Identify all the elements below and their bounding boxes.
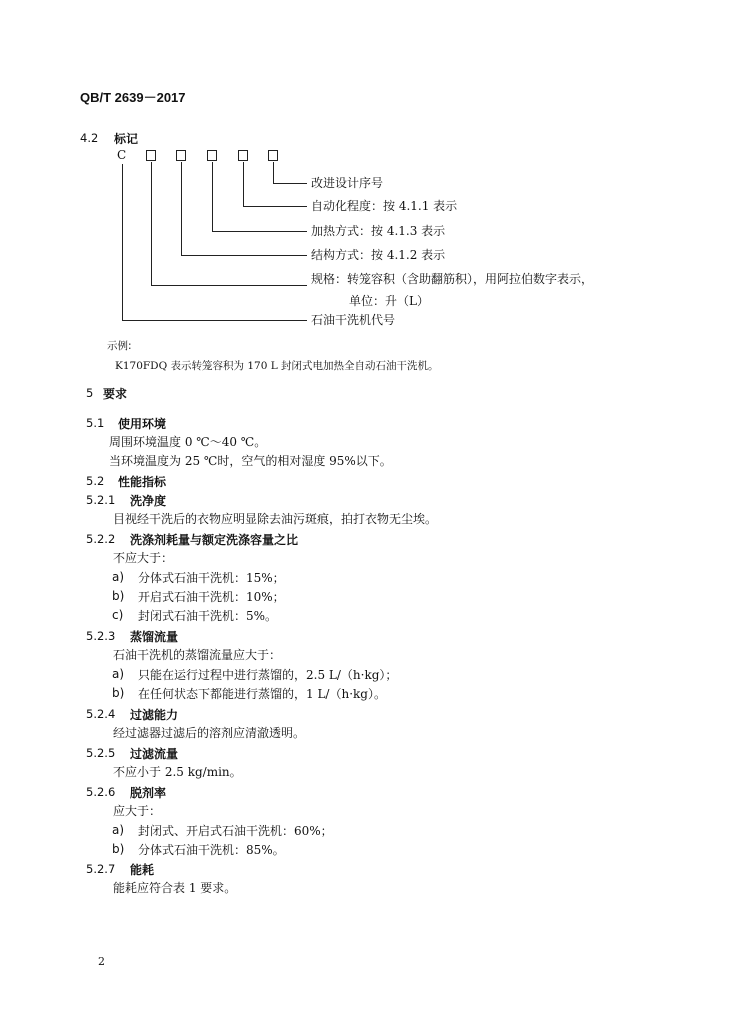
- leader-horizontal: [151, 285, 307, 286]
- list-item: 只能在运行过程中进行蒸馏的，2.5 L/（h·kg）；: [138, 668, 398, 682]
- section-5-2-6-title: 脱剂率: [130, 786, 167, 800]
- example-label: 示例:: [107, 340, 132, 352]
- body-text: 目视经干洗后的衣物应明显除去油污斑痕，拍打衣物无尘埃。: [113, 512, 438, 526]
- list-mark: b): [112, 842, 125, 856]
- label-automation: 自动化程度：按 4.1.1 表示: [311, 199, 458, 213]
- placeholder-box-structure: [176, 150, 186, 161]
- section-5-1-number: 5.1: [86, 416, 105, 430]
- section-5-1-title: 使用环境: [118, 417, 167, 431]
- section-5-2-5-number: 5.2.5: [86, 746, 116, 760]
- placeholder-box-improvement: [268, 150, 278, 161]
- body-text: 经过滤器过滤后的溶剂应清澈透明。: [113, 726, 306, 740]
- body-text: 石油干洗机的蒸馏流量应大于：: [113, 648, 282, 662]
- list-item: 封闭式、开启式石油干洗机：60%；: [138, 824, 333, 838]
- list-mark: b): [112, 589, 125, 603]
- section-5-2-1-number: 5.2.1: [86, 493, 116, 507]
- placeholder-box-spec: [146, 150, 156, 161]
- leader-vertical: [273, 162, 274, 183]
- label-code: 石油干洗机代号: [311, 313, 396, 327]
- list-mark: b): [112, 686, 125, 700]
- list-mark: c): [112, 608, 124, 622]
- leader-horizontal: [122, 320, 307, 321]
- leader-vertical: [212, 162, 213, 231]
- list-item: 开启式石油干洗机：10%；: [138, 590, 285, 604]
- document-code: QB/T 2639－2017: [80, 90, 186, 105]
- section-5-2-title: 性能指标: [118, 475, 167, 489]
- section-5-2-number: 5.2: [86, 474, 105, 488]
- label-structure: 结构方式：按 4.1.2 表示: [311, 248, 446, 262]
- section-5-number: 5: [86, 386, 94, 400]
- section-5-2-1-title: 洗净度: [130, 494, 167, 508]
- body-text: 不应大于：: [113, 551, 174, 565]
- body-text: 能耗应符合表 1 要求。: [113, 881, 237, 895]
- section-5-2-7-title: 能耗: [130, 863, 155, 877]
- leader-vertical: [151, 162, 152, 285]
- leader-vertical: [181, 162, 182, 255]
- section-5-2-2-number: 5.2.2: [86, 532, 116, 546]
- section-5-title: 要求: [103, 387, 128, 401]
- list-item: 在任何状态下都能进行蒸馏的，1 L/（h·kg）。: [138, 687, 386, 701]
- leader-vertical: [122, 164, 123, 320]
- body-text: 应大于：: [113, 804, 162, 818]
- section-5-2-3-number: 5.2.3: [86, 629, 116, 643]
- section-5-2-2-title: 洗涤剂耗量与额定洗涤容量之比: [130, 533, 299, 547]
- section-5-2-6-number: 5.2.6: [86, 785, 116, 799]
- section-4-2-number: 4.2: [80, 131, 99, 145]
- body-text: 周围环境温度 0 ℃～40 ℃。: [109, 435, 267, 449]
- body-text: 当环境温度为 25 ℃时，空气的相对湿度 95%以下。: [109, 454, 392, 468]
- section-5-2-4-number: 5.2.4: [86, 707, 116, 721]
- leader-vertical: [243, 162, 244, 206]
- section-5-2-7-number: 5.2.7: [86, 862, 116, 876]
- placeholder-box-heating: [207, 150, 217, 161]
- label-spec: 规格：转笼容积（含助翻筋积），用阿拉伯数字表示，: [311, 272, 594, 286]
- list-item: 封闭式石油干洗机：5%。: [138, 609, 278, 623]
- list-mark: a): [112, 823, 125, 837]
- leader-horizontal: [212, 231, 307, 232]
- list-mark: a): [112, 667, 125, 681]
- list-item: 分体式石油干洗机：85%。: [138, 843, 285, 857]
- label-unit: 单位：升（L）: [349, 294, 429, 308]
- label-improvement: 改进设计序号: [311, 176, 384, 190]
- section-5-2-5-title: 过滤流量: [130, 747, 179, 761]
- leader-horizontal: [181, 255, 307, 256]
- example-text: K170FDQ 表示转笼容积为 170 L 封闭式电加热全自动石油干洗机。: [115, 360, 439, 372]
- section-5-2-4-title: 过滤能力: [130, 708, 179, 722]
- leader-horizontal: [273, 183, 307, 184]
- list-item: 分体式石油干洗机：15%；: [138, 571, 285, 585]
- placeholder-box-automation: [238, 150, 248, 161]
- body-text: 不应小于 2.5 kg/min。: [113, 765, 242, 779]
- label-heating: 加热方式：按 4.1.3 表示: [311, 224, 446, 238]
- page-number: 2: [98, 955, 105, 968]
- code-letter: C: [117, 148, 127, 162]
- leader-horizontal: [243, 206, 307, 207]
- list-mark: a): [112, 570, 125, 584]
- section-4-2-title: 标记: [114, 132, 139, 146]
- section-5-2-3-title: 蒸馏流量: [130, 630, 179, 644]
